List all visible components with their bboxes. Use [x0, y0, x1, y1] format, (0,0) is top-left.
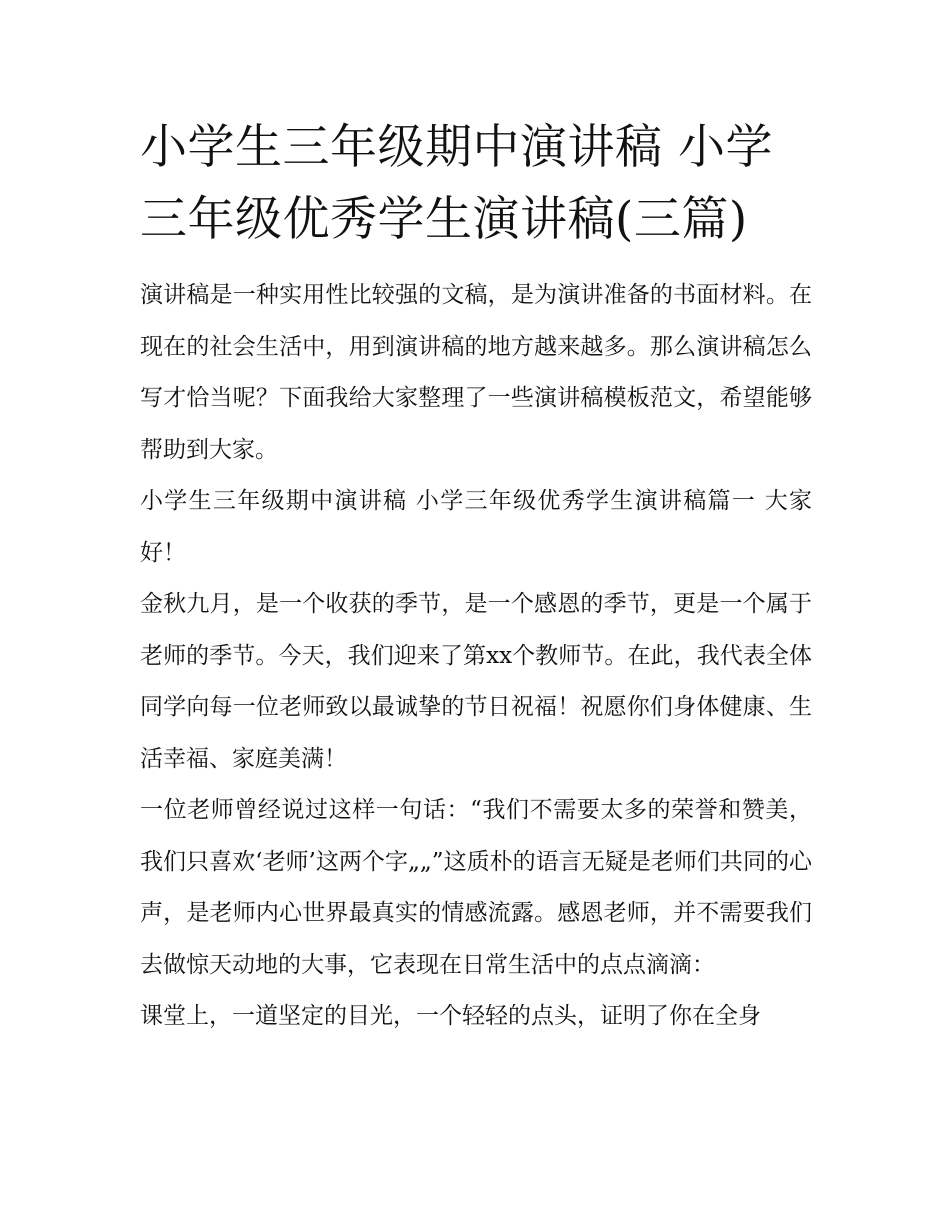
document-title: 小学生三年级期中演讲稿 小学三年级优秀学生演讲稿(三篇) — [140, 120, 773, 247]
paragraph-classroom: 课堂上，一道坚定的目光，一个轻轻的点头，证明了你在全身 — [140, 1003, 761, 1029]
document-page — [140, 112, 812, 1043]
paragraph-quote: 一位老师曾经说过这样一句话：“我们不需要太多的荣誉和赞美，我们只喜欢‘老师’这两个字„„”这质朴的语言无疑是老师们共同的心声，是老师内心世界最真实的情感流露。感恩老师，并不需要我们去做惊天动地的大事，它表现在日常生活中的点点滴滴： — [140, 797, 812, 978]
paragraph-greeting: 小学生三年级期中演讲稿 小学三年级优秀学生演讲稿篇一 大家好！ — [140, 488, 812, 566]
document-body — [140, 270, 812, 1043]
paragraph-teachers-day: 金秋九月，是一个收获的季节，是一个感恩的季节，更是一个属于老师的季节。今天，我们迎来了第xx个教师节。在此，我代表全体同学向每一位老师致以最诚挚的节日祝福！祝愿你们身体健康、生活幸福、家庭美满！ — [140, 591, 812, 772]
paragraph-intro: 演讲稿是一种实用性比较强的文稿，是为演讲准备的书面材料。在现在的社会生活中，用到演讲稿的地方越来越多。那么演讲稿怎么写才恰当呢？下面我给大家整理了一些演讲稿模板范文，希望能够帮助到大家。 — [140, 282, 812, 463]
